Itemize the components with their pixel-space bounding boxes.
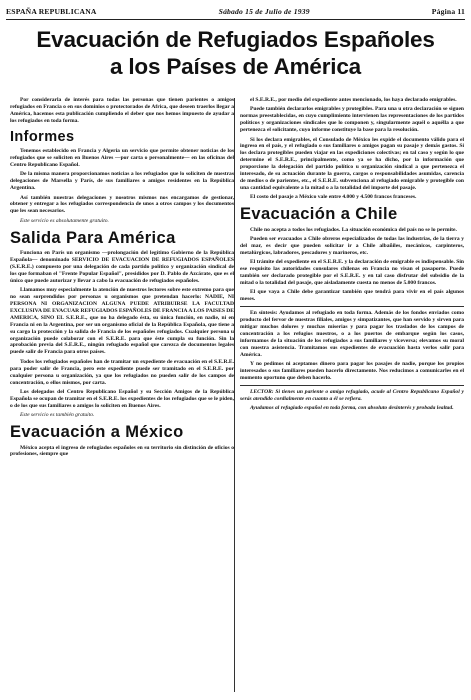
intro-paragraph: Por considerarla de interés para todas las personas que tienen parientes o amigos refugiados en Francia o en sus dominios o protectorados de Africa, que deseen traerlos llegar a América, hacemos esta publicación cumpliendo el deber que nos hemos impuesto de ayudar a los refugiados en toda forma.: [10, 97, 234, 124]
left-column: [10, 97, 234, 461]
informes-paragraph-3: Así también nuestras delegaciones y nosotros mismos nos encargamos de gestionar, obtener y entregar a los refugiados correspondencia de unos a otros campos y los documentos que les sean necesarios.: [10, 194, 234, 215]
informes-paragraph-2: De la misma manera proporcionamos noticias a los refugiados que lo soliciten de nuestras delegaciones de Marsella y París, de sus familiares o amigos residentes en la República Argentina.: [10, 171, 234, 192]
reader-notice-box: [240, 385, 464, 412]
informes-paragraph-1: Tenemos establecido en Francia y Algeria un servicio que permite obtener noticias de los refugiados que se soliciten en Buenos Aires —por carta o personalmente— en las oficinas del Centro Republicano Español.: [10, 148, 234, 168]
page-number: Página 11: [431, 6, 465, 16]
chile-paragraph-2: Pueden ser evacuados a Chile obreros especializados de todas las industrias, de la tierra y del mar, es decir que pueden solicitar ir a Chile albañiles, mecánicos, carpinteros, metalúrgicos, labradores, pescadores y marineros, etc.: [240, 236, 464, 256]
section-heading-salida: Salida Para América: [10, 228, 176, 247]
headline: [0, 26, 471, 80]
mexico-paragraph-3: Si los declara emigrables, el Consulado de México les expide el documento válido para el ingreso en el país, y el refugiado o sus familiares o amigos pagan su pasaje y demás gastos. Si los declara protegibles pueden viajar en las expediciones colectivas; en tal caso y según lo que determine el S.E.R.E., principalmente, como ya se ha dicho, por la información que proporcione la delegación del partido político u organización sindical a que pertenezca el interesado, de su actuación durante la guerra, cargos o responsabilidades asumidas, carencia de medios o de parientes, etc., el S.E.R.E. subvenciona al refugiado emigrable y protegible con una cantidad equivalente a la mitad o a la totalidad del importe del pasaje.: [240, 136, 464, 191]
publication-name: ESPAÑA REPUBLICANA: [6, 6, 97, 16]
issue-date: Sábado 15 de Julio de 1939: [218, 6, 310, 16]
salida-paragraph-2: Llamamos muy especialmente la atención de nuestros lectores sobre este extremo para que no sean sorprendidos por personas u organismos que pretendan hacerlo: NADIE, NI PERSONA NI ORGANIZACION ALGUNA PUEDE ATRIBUIRSE LA FACULTAD EXCLUSIVA DE EVACUAR REFUGIADOS ESPAÑOLES DE FRANCIA A LOS PAISES DE AMERICA, SINO EL S.E.R.E., que no ha delegado ésta, su única función, en nadie, ni en Francia ni en la Argentina, por ser un organismo oficial de la República Española, que tiene a su cargo la protección y la salida de Francia de los españoles refugiados. Cualquier persona u organización puede colaborar con el S.E.R.E. para que éste cumpla su función. Sin la aprobación previa del S.E.R.E., ningún refugiado español que carezca de documentos legales puede salir de Francia para otros países.: [10, 287, 234, 356]
headline-line-1: Evacuación de Refugiados Españoles: [36, 27, 435, 52]
informes-free-note: Este servicio es absolutamente gratuito.: [20, 217, 109, 224]
chile-paragraph-3: El trámite del expediente en el S.E.R.E. y la declaración de emigrable es indispensable. Sin ese requisito las autoridades consulares chilenas en Francia no visan el pasaporte. Puede también ser declarado protegible por el S.E.R.E. y en tal caso disfrutar del subsidio de la mitad o la totalidad del pasaje, que aisladamente cuesta no menos de 5.000 francos.: [240, 259, 464, 287]
mexico-cost-paragraph: El costo del pasaje a México vale entre 4.000 y 4.500 francos franceses.: [250, 194, 417, 201]
salida-paragraph-4: Los delegados del Centro Republicano Español y su Sección Amigos de la República Española se ocupan de tramitar en el S.E.R.E. los expedientes de los refugiados que se le piden, o de los que sus familiares o amigos lo soliciten en Buenos Aires.: [10, 388, 234, 409]
no-money-paragraph: Y no pedimos ni aceptamos dinero para pagar los pasajes de nadie, porque los propios interesados o sus familiares pueden hacerlo directamente. Nos reducimos a comunicarles en el momento oportuno que deben hacerlo.: [240, 361, 464, 381]
header-rule: [6, 19, 465, 20]
salida-free-note: Este servicio es también gratuito.: [20, 412, 95, 419]
mexico-paragraph-1: México acepta el ingreso de refugiados españoles en su territorio sin distinción de oficios o profesiones, siempre que: [10, 444, 234, 458]
chile-paragraph-1: Chile no acepta a todos los refugiados. La situación económica del país no se lo permite.: [250, 226, 457, 233]
chile-paragraph-4: El que vaya a Chile debe garantizar también que tendrá para vivir en el país algunos meses.: [240, 289, 464, 303]
reader-notice: LECTOR: Si tienes un pariente o amigo refugiado, acude al Centro Republicano Español y serás atendido cordialmente en cuanto a él se refiera.: [240, 388, 464, 402]
page-header: [6, 4, 465, 18]
salida-paragraph-3: Todos los refugiados españoles han de tramitar un expediente de evacuación en el S.E.R.E. para poder salir de Francia, pero este expediente puede ser tramitado en el S.E.R.E. por cualquier persona u organización, ya que los refugiados no pueden salir de los campos de concentración, o ellos mismos, por carta.: [10, 358, 234, 386]
salida-paragraph-1: Funciona en París un organismo —prolongación del legítimo Gobierno de la República Española— denominado SERVICIO DE EVACUACION DE REFUGIADOS ESPAÑOLES (S.E.R.E.) compuesto por una delegación de cada partido político y organización sindical de los que formaban el "Frente Popular Español", presididos por D. Pablo de Azcárate, que es el único que puede autorizar y llevar a cabo la evacuación de refugiados españoles.: [10, 250, 234, 284]
summary-box: [240, 306, 464, 382]
closing-line: Ayudamos al refugiado español en toda forma, con absoluto desinterés y probada lealtad.: [250, 405, 454, 412]
mexico-paragraph-2: Puede también declararlos emigrables y protegibles. Para una u otra declaración se siguen normas preestablecidas, en cuyo cumplimiento intervienen las representaciones de los partidos políticos y organizaciones sindicales que lo componen y, singularmente aquél o aquélla a que pertenezca el solicitante, cuyo informe constituye la base para la resolución.: [240, 106, 464, 134]
section-heading-mexico: Evacuación a México: [10, 423, 184, 442]
mexico-continued-paragraph: el S.E.R.E., por medio del expediente antes mencionado, los haya declarado emigrables.: [250, 97, 457, 103]
column-divider: [234, 98, 235, 692]
summary-paragraph: En síntesis: Ayudamos al refugiado en toda forma. Además de los fondos enviados como producto del fervor de nuestras filiales, amigos y simpatizantes, que han servido y sirven para mitigar muchos dolores y muchas miserias y para pagar los traslados de los campos de concentración a los refugios nuestros, o a los puertos de embarque según los casos, informamos de la situación de los refugiados a sus familiares y viceversa; elevamos su moral con nuestra asistencia. Tramitamos sus expedientes de evacuación hasta verlos salir para América.: [240, 310, 464, 358]
section-heading-chile: Evacuación a Chile: [240, 205, 398, 224]
headline-line-2: a los Países de América: [110, 54, 361, 79]
right-column: [240, 97, 464, 415]
section-heading-informes: Informes: [10, 128, 75, 145]
